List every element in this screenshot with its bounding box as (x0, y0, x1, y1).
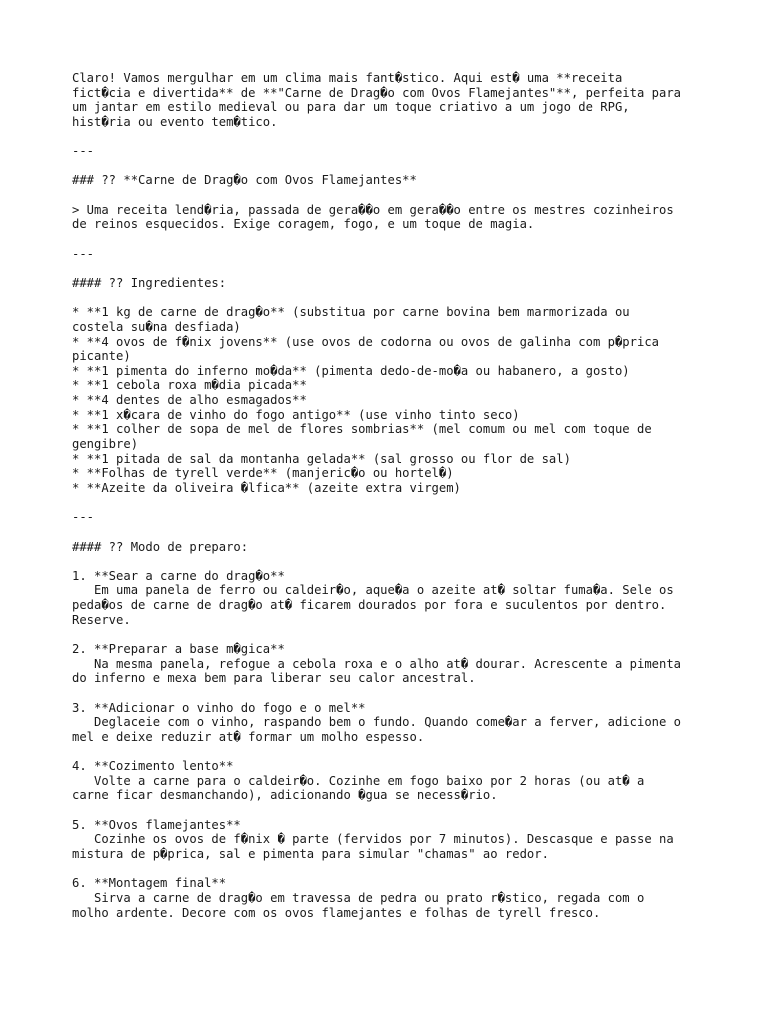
step-text: do inferno e mexa bem para liberar seu calor ancestral. (72, 671, 476, 686)
blank-line (72, 496, 712, 511)
blank-line (72, 744, 712, 759)
horizontal-rule: --- (72, 144, 95, 159)
blank-line (72, 159, 712, 174)
blank-line (72, 291, 712, 306)
step-text: Reserve. (72, 612, 131, 627)
ingredient-item: costela su�na desfiada) (72, 319, 241, 334)
ingredient-item: * **4 ovos de f�nix jovens** (use ovos de codorna ou ovos de galinha com p�prica (72, 334, 659, 349)
ingredient-item: * **1 pitada de sal da montanha gelada** (sal grosso ou flor de sal) (72, 451, 571, 466)
step-text: Em uma panela de ferro ou caldeir�o, aque�a o azeite at� soltar fuma�a. Sele os (72, 583, 674, 598)
ingredient-item: * **1 colher de sopa de mel de flores sombrias** (mel comum ou mel com toque de (72, 422, 652, 437)
ingredient-item: * **4 dentes de alho esmagados** (72, 393, 307, 408)
step-title: 1. **Sear a carne do drag�o** (72, 568, 285, 583)
ingredient-item: * **1 cebola roxa m�dia picada** (72, 378, 307, 393)
step-text: peda�os de carne de drag�o at� ficarem dourados por fora e suculentos por dentro. (72, 598, 667, 613)
step-text: molho ardente. Decore com os ovos flamejantes e folhas de tyrell fresco. (72, 905, 601, 920)
blockquote-line: > Uma receita lend�ria, passada de gera��o em gera��o entre os mestres cozinheiros (72, 202, 674, 217)
step-title: 3. **Adicionar o vinho do fogo e o mel** (72, 700, 366, 715)
step-text: Na mesma panela, refogue a cebola roxa e o alho at� dourar. Acrescente a pimenta (72, 656, 682, 671)
document-body (72, 71, 712, 920)
step-text: Sirva a carne de drag�o em travessa de pedra ou prato r�stico, regada com o (72, 890, 645, 905)
step-text: Cozinhe os ovos de f�nix � parte (fervidos por 7 minutos). Descasque e passe na (72, 832, 674, 847)
step-title: 5. **Ovos flamejantes** (72, 817, 241, 832)
intro-line: hist�ria ou evento tem�tico. (72, 114, 278, 129)
intro-line: fict�cia e divertida** de **"Carne de Drag�o com Ovos Flamejantes"**, perfeita para (72, 85, 682, 100)
step-text: mistura de p�prica, sal e pimenta para simular "chamas" ao redor. (72, 846, 549, 861)
step-text: mel e deixe reduzir at� formar um molho espesso. (72, 729, 425, 744)
ingredient-item: gengibre) (72, 437, 139, 452)
ingredient-item: picante) (72, 349, 131, 364)
step-title: 2. **Preparar a base m�gica** (72, 641, 285, 656)
recipe-title: ### ?? **Carne de Drag�o com Ovos Flamejantes** (72, 173, 417, 188)
intro-line: Claro! Vamos mergulhar em um clima mais fant�stico. Aqui est� uma **receita (72, 71, 623, 85)
ingredient-item: * **Azeite da oliveira �lfica** (azeite extra virgem) (72, 480, 461, 495)
blank-line (72, 130, 712, 145)
blank-line (72, 188, 712, 203)
step-title: 6. **Montagem final** (72, 876, 227, 891)
blockquote-line: de reinos esquecidos. Exige coragem, fogo, e um toque de magia. (72, 217, 535, 232)
blank-line (72, 232, 712, 247)
ingredient-item: * **1 pimenta do inferno mo�da** (pimenta dedo-de-mo�a ou habanero, a gosto) (72, 363, 630, 378)
blank-line (72, 686, 712, 701)
step-title: 4. **Cozimento lento** (72, 759, 234, 774)
intro-line: um jantar em estilo medieval ou para dar um toque criativo a um jogo de RPG, (72, 100, 630, 115)
ingredient-item: * **Folhas de tyrell verde** (manjeric�o ou hortel�) (72, 466, 454, 481)
blank-line (72, 627, 712, 642)
blank-line (72, 803, 712, 818)
horizontal-rule: --- (72, 246, 95, 261)
step-text: Deglaceie com o vinho, raspando bem o fundo. Quando come�ar a ferver, adicione o (72, 715, 682, 730)
ingredient-item: * **1 kg de carne de drag�o** (substitua por carne bovina bem marmorizada ou (72, 305, 630, 320)
step-text: carne ficar desmanchando), adicionando �gua se necess�rio. (72, 788, 498, 803)
method-heading: #### ?? Modo de preparo: (72, 539, 249, 554)
horizontal-rule: --- (72, 510, 95, 525)
blank-line (72, 554, 712, 569)
blank-line (72, 525, 712, 540)
blank-line (72, 261, 712, 276)
ingredients-heading: #### ?? Ingredientes: (72, 275, 227, 290)
step-text: Volte a carne para o caldeir�o. Cozinhe em fogo baixo por 2 horas (ou at� a (72, 773, 645, 788)
blank-line (72, 862, 712, 877)
ingredient-item: * **1 x�cara de vinho do fogo antigo** (use vinho tinto seco) (72, 407, 520, 422)
